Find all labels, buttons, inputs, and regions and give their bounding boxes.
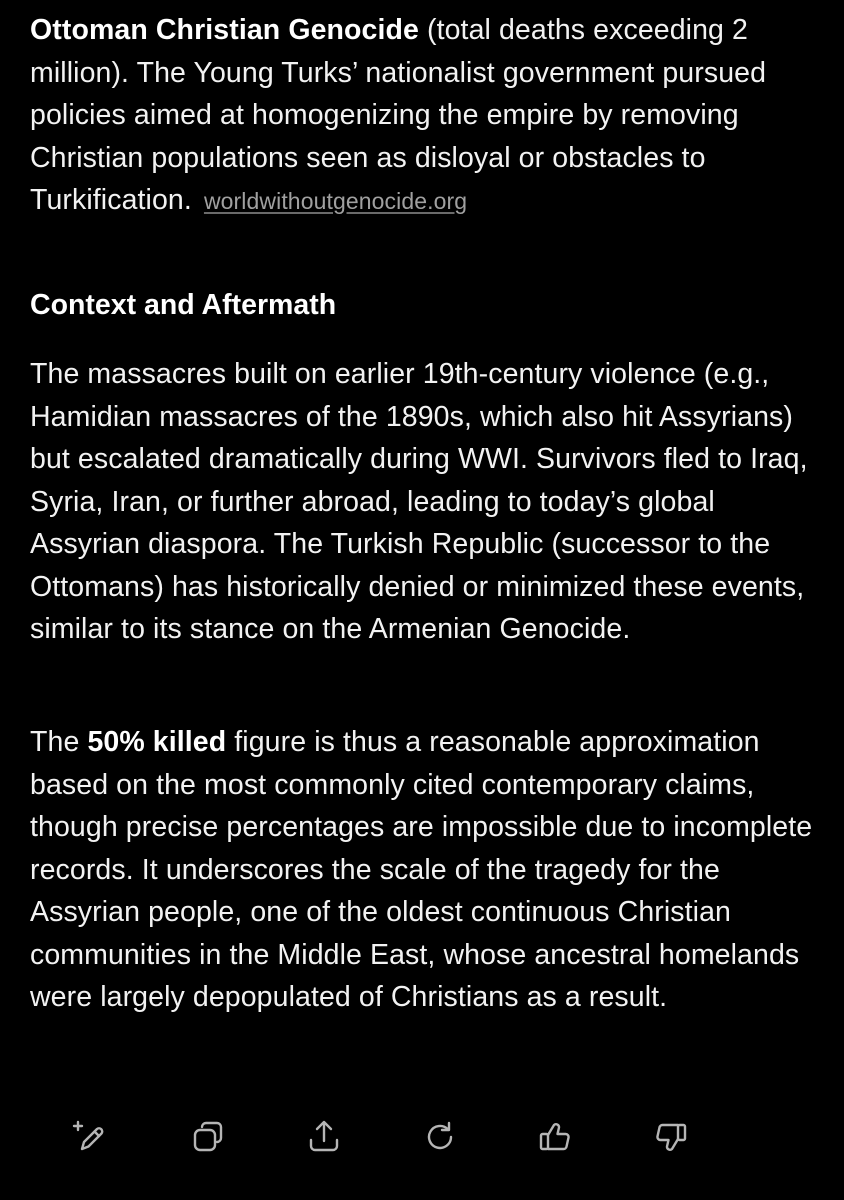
thumbs-down-button[interactable] [649,1117,693,1161]
paragraph-text-end: figure is thus a reasonable approximation based on the most commonly cited contemporary claims, though precise percentages are impossible due to incomplete records. It underscores the scale of the tragedy for the Assyrian people, one of the oldest continuous Christian communities in the Middle East, whose ancestral homelands were largely depopulated of Christians as a result. [30,726,813,1013]
thumbs-up-icon [537,1119,573,1160]
paragraph-text: (total deaths exceeding 2 million). The Young Turks’ nationalist government pursued policies aimed at homogenizing the empire by removing Christian populations seen as disloyal or obstacles to Turkification. [30,14,767,216]
response-action-bar [66,1117,706,1161]
section-heading: Context and Aftermath [30,289,337,321]
paragraph-context: The massacres built on earlier 19th-century violence (e.g., Hamidian massacres of the 1890s, which also hit Assyrians) but escalated dramatically during WWI. Survivors fled to Iraq, Syria, Iran, or further abroad, leading to today’s global Assyrian diaspora. The Turkish Republic (successor to the Ottomans) has historically denied or minimized these events, similar to its stance on the Armenian Genocide. [30,358,808,645]
regenerate-icon [422,1119,458,1160]
copy-button[interactable] [186,1117,230,1161]
thumbs-down-icon [653,1119,689,1160]
copy-icon [190,1119,226,1160]
regenerate-button[interactable] [418,1117,462,1161]
thumbs-up-button[interactable] [533,1117,577,1161]
source-link[interactable]: worldwithoutgenocide.org [203,188,468,214]
paragraph-text-start: The [30,726,88,758]
edit-button[interactable] [66,1117,110,1161]
bold-term: Ottoman Christian Genocide [30,14,419,46]
paragraph-conclusion [30,721,820,1019]
bold-figure: 50% killed [87,726,227,758]
share-button[interactable] [302,1117,346,1161]
paragraph-genocide-summary [30,9,820,223]
edit-sparkle-icon [70,1119,106,1160]
share-icon [306,1119,342,1160]
